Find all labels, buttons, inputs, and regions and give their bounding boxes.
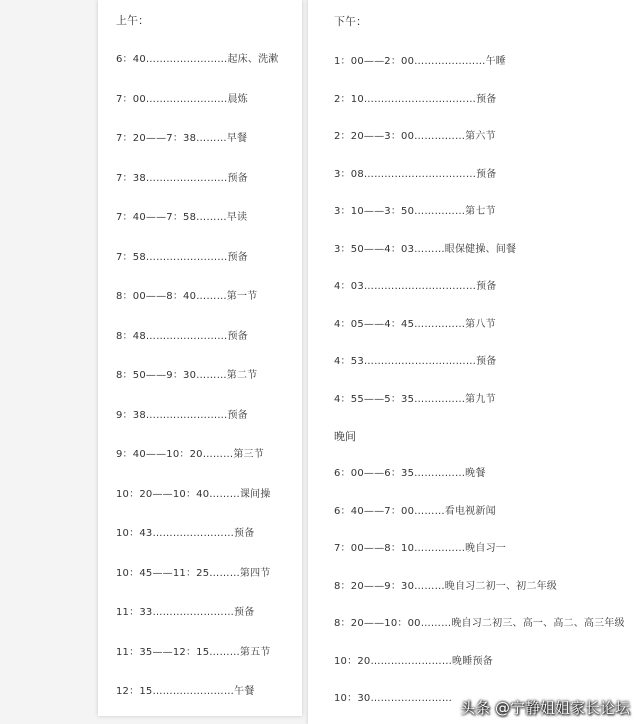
schedule-row: 10：30…………………… (334, 693, 453, 704)
schedule-row: 6：40——7：00………看电视新闻 (334, 505, 496, 517)
schedule-row: 10：45——11：25………第四节 (116, 567, 271, 579)
schedule-row: 3：08……………………………预备 (334, 168, 497, 180)
schedule-row: 3：10——3：50……………第七节 (334, 206, 496, 217)
evening-heading: 晚间 (334, 430, 356, 443)
schedule-row: 10：20……………………晚睡预备 (334, 655, 493, 667)
schedule-row: 7：00——8：10……………晚自习一 (334, 543, 506, 554)
schedule-row: 7：40——7：58………早读 (116, 212, 248, 223)
schedule-row: 9：38……………………预备 (116, 409, 248, 421)
morning-column (98, 0, 302, 716)
schedule-row: 8：00——8：40………第一节 (116, 291, 258, 302)
schedule-row: 7：38……………………预备 (116, 172, 248, 184)
schedule-row: 12：15……………………午餐 (116, 686, 255, 697)
afternoon-heading: 下午： (334, 15, 367, 28)
schedule-row: 2：20——3：00……………第六节 (334, 131, 496, 142)
schedule-row: 11：35——12：15………第五节 (116, 646, 271, 658)
schedule-row: 2：10……………………………预备 (334, 93, 497, 105)
schedule-row: 11：33……………………预备 (116, 607, 255, 618)
schedule-row: 8：20——9：30………晚自习二初一、初二年级 (334, 580, 557, 592)
schedule-row: 8：50——9：30………第二节 (116, 370, 258, 381)
schedule-row: 10：20——10：40………课间操 (116, 488, 271, 500)
schedule-row: 4：03……………………………预备 (334, 281, 497, 292)
schedule-row: 3：50——4：03………眼保健操、间餐 (334, 243, 517, 255)
afternoon-evening-column (308, 0, 640, 724)
schedule-row: 4：53……………………………预备 (334, 356, 497, 367)
schedule-row: 1：00——2：00…………………午睡 (334, 56, 506, 67)
schedule-row: 6：40……………………起床、洗漱 (116, 54, 279, 65)
schedule-row: 8：20——10：00………晚自习二初三、高一、高二、高三年级 (334, 618, 625, 629)
schedule-row: 6：00——6：35……………晚餐 (334, 468, 486, 479)
schedule-row: 7：00……………………晨炼 (116, 93, 248, 105)
schedule-row: 9：40——10：20………第三节 (116, 449, 264, 460)
schedule-row: 4：05——4：45……………第八节 (334, 318, 496, 330)
schedule-row: 4：55——5：35……………第九节 (334, 393, 496, 405)
afternoon-evening-panel (308, 0, 640, 724)
schedule-row: 10：43……………………预备 (116, 528, 255, 539)
schedule-row: 8：48……………………预备 (116, 330, 248, 342)
morning-heading: 上午： (116, 14, 149, 27)
morning-panel (98, 0, 302, 716)
schedule-row: 7：20——7：38………早餐 (116, 133, 248, 144)
schedule-row: 7：58……………………预备 (116, 251, 248, 263)
watermark: 头条 @宁静姐姐家长论坛 (460, 699, 630, 717)
